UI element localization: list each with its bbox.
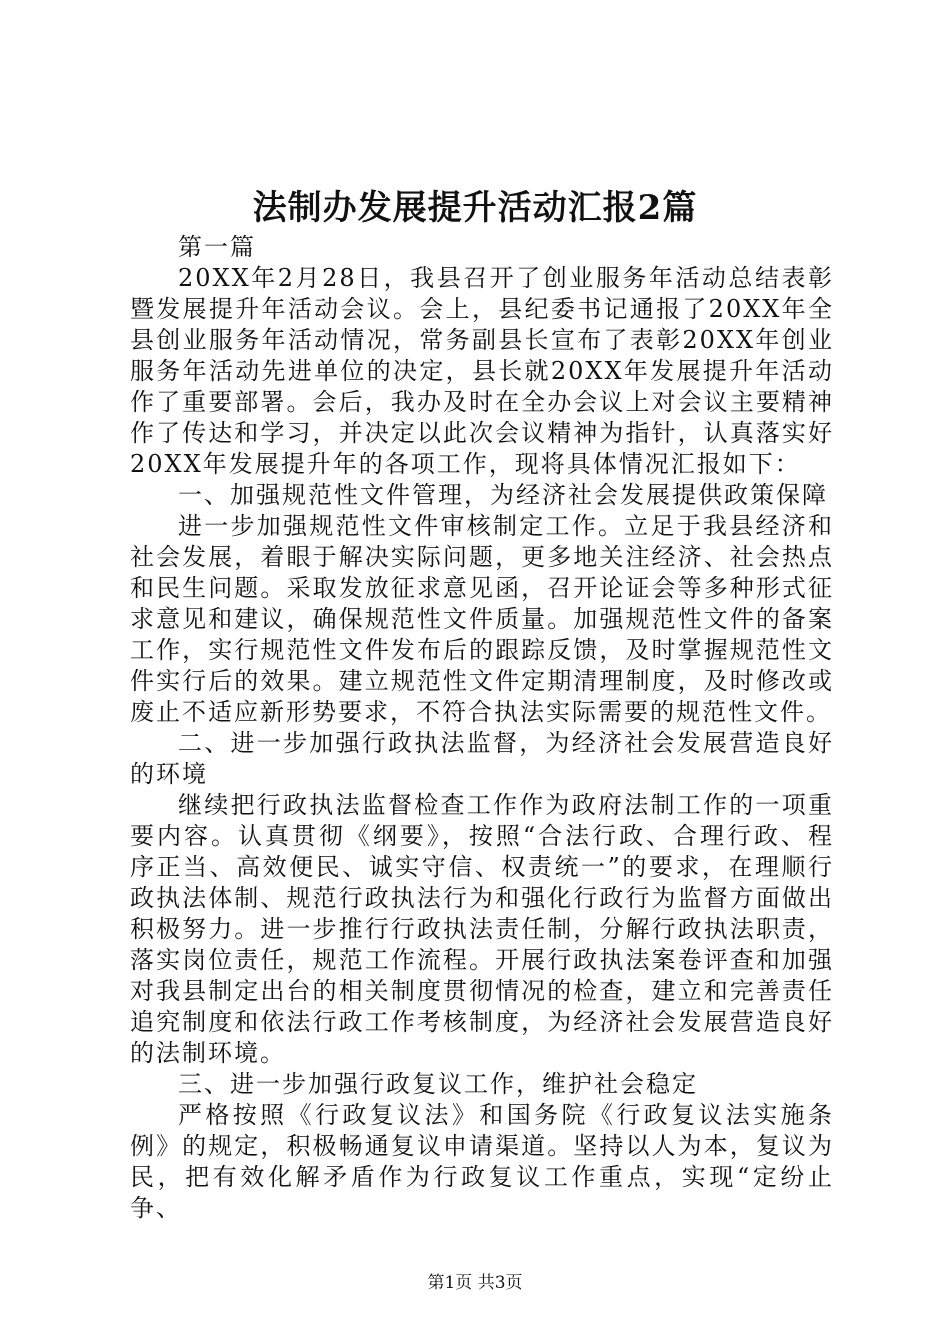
section-heading: 二、进一步加强行政执法监督，为经济社会发展营造良好的环境 bbox=[130, 729, 834, 788]
body-paragraph: 继续把行政执法监督检查工作作为政府法制工作的一项重要内容。认真贯彻《纲要》，按照“合法行政、合理行政、程序正当、高效便民、诚实守信、权责统一”的要求，在理顺行政执法体制、规范行政执法行为和强化行政行为监督方面做出积极努力。进一步推行行政执法责任制，分解行政执法职责，落实岗位责任，规范工作流程。开展行政执法案卷评查和加强对我县制定出台的相关制度贯彻情况的检查，建立和完善责任追究制度和依法行政工作考核制度，为经济社会发展营造良好的法制环境。 bbox=[130, 791, 834, 1067]
body-paragraph: 20XX年2月28日，我县召开了创业服务年活动总结表彰暨发展提升年活动会议。会上，县纪委书记通报了20XX年全县创业服务年活动情况，常务副县长宣布了表彰20XX年创业服务年活动先进单位的决定，县长就20XX年发展提升年活动作了重要部署。会后，我办及时在全办会议上对会议主要精神作了传达和学习，并决定以此次会议精神为指针，认真落实好20XX年发展提升年的各项工作，现将具体情况汇报如下： bbox=[130, 264, 834, 478]
section-heading: 一、加强规范性文件管理，为经济社会发展提供政策保障 bbox=[178, 481, 828, 509]
body-paragraph: 严格按照《行政复议法》和国务院《行政复议法实施条例》的规定，积极畅通复议申请渠道。坚持以人为本，复议为民，把有效化解矛盾作为行政复议工作重点，实现“定纷止争、 bbox=[130, 1101, 834, 1222]
document-title: 法制办发展提升活动汇报2篇 bbox=[252, 188, 698, 228]
section-heading: 第一篇 bbox=[178, 233, 256, 261]
page-number-footer: 第1页 共3页 bbox=[427, 1273, 523, 1293]
body-paragraph: 进一步加强规范性文件审核制定工作。立足于我县经济和社会发展，着眼于解决实际问题，更多地关注经济、社会热点和民生问题。采取发放征求意见函，召开论证会等多种形式征求意见和建议，确保规范性文件质量。加强规范性文件的备案工作，实行规范性文件发布后的跟踪反馈，及时掌握规范性文件实行后的效果。建立规范性文件定期清理制度，及时修改或废止不适应新形势要求，不符合执法实际需要的规范性文件。 bbox=[130, 512, 834, 726]
document-body bbox=[130, 232, 834, 1224]
section-heading: 三、进一步加强行政复议工作，维护社会稳定 bbox=[178, 1070, 698, 1098]
